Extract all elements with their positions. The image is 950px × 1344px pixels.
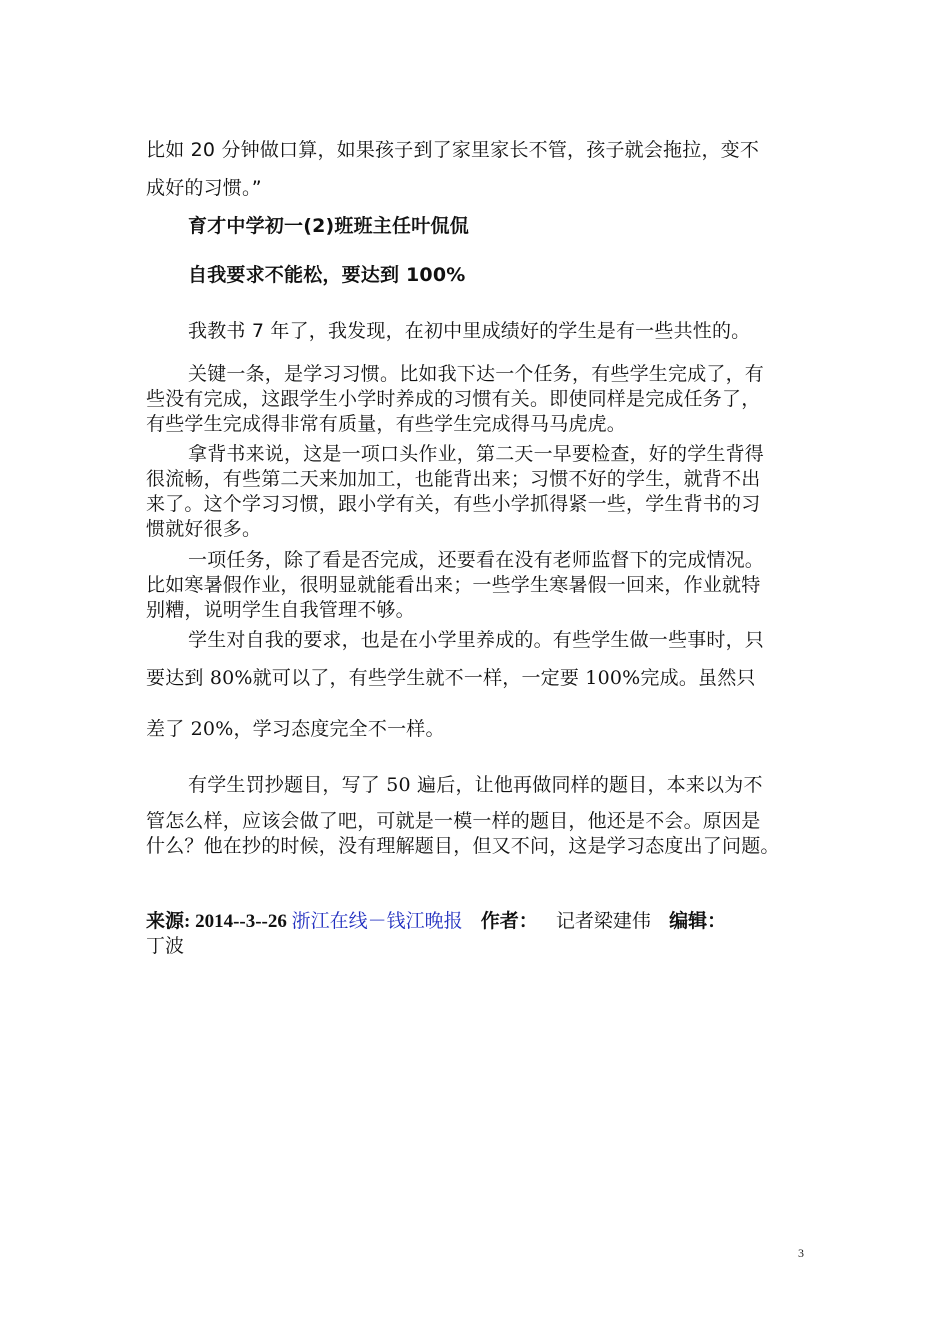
paragraph-line: 我教书 7 年了，我发现，在初中里成绩好的学生是有一些共性的。 [188, 320, 751, 342]
page-number: 3 [798, 1246, 804, 1260]
paragraph-line: 学生对自我的要求，也是在小学里养成的。有些学生做一些事时，只 [188, 629, 765, 651]
editor-name: 丁波 [146, 935, 185, 957]
paragraph-line: 成好的习惯。” [146, 177, 262, 199]
paragraph-line: 惯就好很多。 [146, 518, 262, 540]
paragraph-line: 要达到 80%就可以了，有些学生就不一样，一定要 100%完成。虽然只 [146, 667, 756, 689]
paragraph-line: 什么？他在抄的时候，没有理解题目，但又不问，这是学习态度出了问题。 [146, 835, 780, 857]
source-credit [146, 908, 816, 935]
paragraph-line: 些没有完成，这跟学生小学时养成的习惯有关。即使同样是完成任务了， [146, 388, 761, 410]
source-link[interactable]: 浙江在线－钱江晚报 [291, 910, 463, 932]
source-label: 来源: [146, 911, 191, 932]
paragraph-line: 一项任务，除了看是否完成，还要看在没有老师监督下的完成情况。 [188, 549, 765, 571]
editor-label: 编辑： [669, 911, 727, 932]
section-heading-title: 自我要求不能松，要达到 100% [188, 264, 466, 286]
paragraph-line: 很流畅，有些第二天来加加工，也能背出来；习惯不好的学生，就背不出 [146, 468, 761, 490]
paragraph-line: 关键一条，是学习习惯。比如我下达一个任务，有些学生完成了，有 [188, 363, 765, 385]
paragraph-line: 拿背书来说，这是一项口头作业，第二天一早要检查，好的学生背得 [188, 443, 765, 465]
source-date: 2014--3--26 [190, 911, 292, 932]
author-label: 作者： [480, 911, 538, 932]
paragraph-line: 比如寒暑假作业，很明显就能看出来；一些学生寒暑假一回来，作业就特 [146, 574, 761, 596]
paragraph-line: 来了。这个学习习惯，跟小学有关，有些小学抓得紧一些，学生背书的习 [146, 493, 761, 515]
author-name: 记者梁建伟 [555, 910, 651, 932]
paragraph-line: 有学生罚抄题目，写了 50 遍后，让他再做同样的题目，本来以为不 [188, 774, 763, 796]
section-heading-author: 育才中学初一(2)班班主任叶侃侃 [188, 215, 469, 237]
paragraph-line: 差了 20%，学习态度完全不一样。 [146, 718, 445, 740]
paragraph-line: 别糟，说明学生自我管理不够。 [146, 599, 415, 621]
paragraph-line: 管怎么样，应该会做了吧，可就是一模一样的题目，他还是不会。原因是 [146, 810, 761, 832]
paragraph-line: 比如 20 分钟做口算，如果孩子到了家里家长不管，孩子就会拖拉，变不 [146, 139, 760, 161]
paragraph-line: 有些学生完成得非常有质量，有些学生完成得马马虎虎。 [146, 413, 627, 435]
